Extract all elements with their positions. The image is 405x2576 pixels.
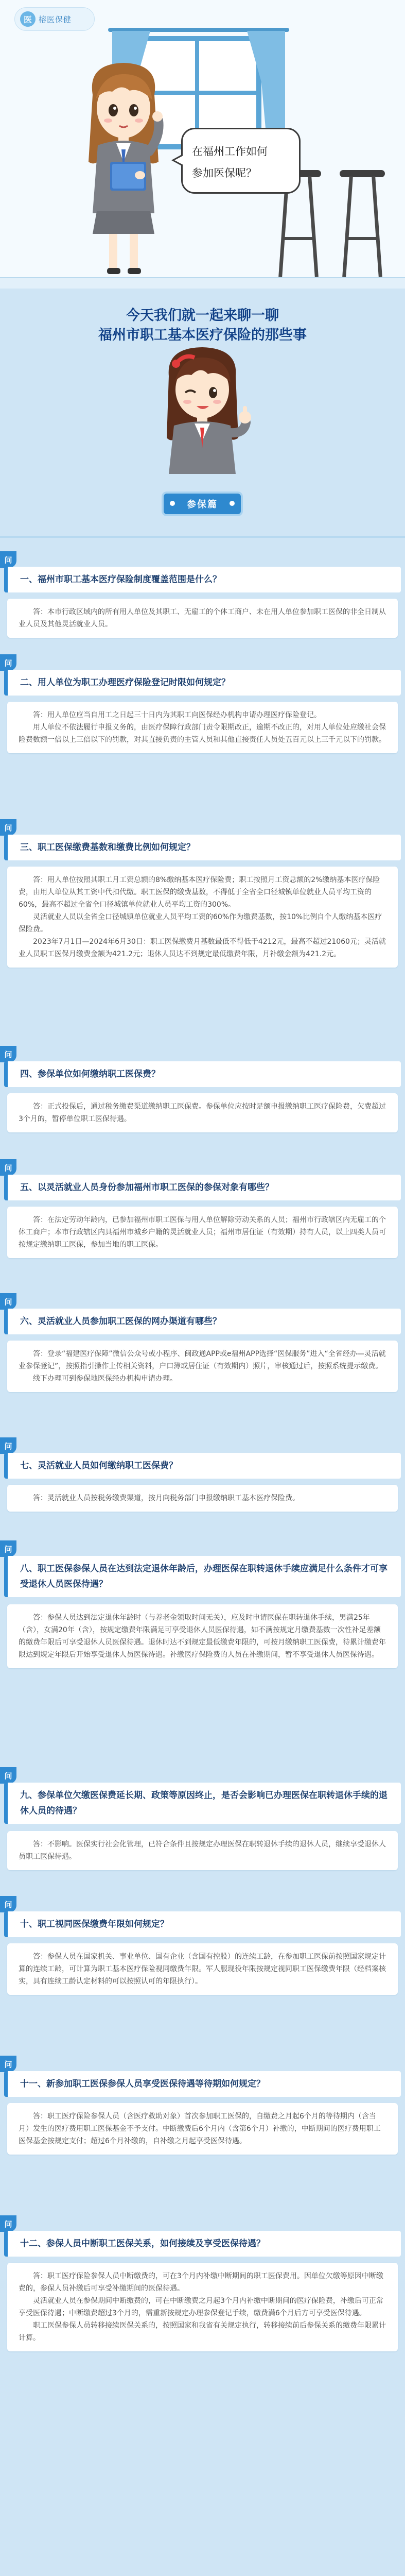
answer-card <box>7 867 398 968</box>
question-title: 十二、参保人员中断职工医保关系，如何接续及享受医保待遇？ <box>4 2231 401 2257</box>
qa-item-6 <box>0 1293 405 1427</box>
answer-paragraph: 用人单位不依法履行申报义务的，由医疗保障行政部门责令限期改正，逾期不改正的，对用人单位处应缴社会保险费数额一倍以上三倍以下的罚款，对其直接负责的主管人员和其他直接责任人员处五百元以上三千元以下的罚款。 <box>19 723 386 744</box>
answer-paragraph: 线下办理可到参保地医保经办机构申请办理。 <box>33 1375 177 1383</box>
qa-item-2 <box>0 654 405 809</box>
answer-card <box>7 2263 398 2351</box>
qa-item-11 <box>0 2056 405 2205</box>
question-title: 六、灵活就业人员参加职工医保的网办渠道有哪些？ <box>4 1309 401 1334</box>
answer-paragraph: 答：在法定劳动年龄内，已参加福州市职工医保与用人单位解除劳动关系的人员；福州市行政辖区内无雇工的个体工商户；本市行政辖区内具福州市城乡户籍的灵活就业人员；福州市居住证（有效期）持有人员，以上四类人员可按规定缴纳职工医保，参加当地的职工医保。 <box>19 1216 386 1249</box>
answer-paragraph: 答：参保人员达到法定退休年龄时（与养老金领取时间无关），应及时申请医保在职转退休手续，男满25年（含），女满20年（含），按规定缴费年限满足可享受退休人员医保待遇，如不满按规定月缴费基数一次性补足差额的缴费年限后可享受退休人员医保待遇。退休时达不到规定最低缴费年限的，可按月缴纳职工医保费，待累计缴费年限达到规定年限后开始享受退休人员医保待遇。补缴医疗保险费的人员在补缴期间，暂不享受退休人员医保待遇。 <box>19 1614 386 1659</box>
answer-card <box>7 1831 398 1870</box>
answer-card <box>7 1943 398 1995</box>
question-title: 七、灵活就业人员如何缴纳职工医保费？ <box>4 1453 401 1479</box>
girl-thumbs-up-illustration <box>153 345 251 479</box>
headline-line-1: 今天我们就一起来聊一聊 <box>126 308 279 324</box>
qa-item-5 <box>0 1159 405 1283</box>
question-title: 五、以灵活就业人员身份参加福州市职工医保的参保对象有哪些？ <box>4 1175 401 1200</box>
question-badge: 问 <box>0 2056 16 2072</box>
question-badge: 问 <box>0 1159 16 1176</box>
question-title: 九、参保单位欠缴医保费延长期、政策等原因终止，是否会影响已办理医保在职转退休手续的退休人员的待遇？ <box>4 1783 401 1824</box>
answer-paragraph: 答：不影响。医保实行社会化管理，已符合条件且按规定办理医保在职转退休手续的退休人员，继续享受退休人员职工医保待遇。 <box>19 1840 386 1861</box>
qa-item-8 <box>0 1540 405 1757</box>
question-title: 二、用人单位为职工办理医疗保险登记时限如何规定？ <box>4 670 401 696</box>
answer-card <box>7 2103 398 2155</box>
question-badge: 问 <box>0 551 16 568</box>
answer-paragraph: 答：本市行政区域内的所有用人单位及其职工、无雇工的个体工商户、未在用人单位参加职工医保的非全日制从业人员及其他灵活就业人员。 <box>19 608 386 629</box>
answer-card <box>7 1207 398 1258</box>
qa-item-3 <box>0 819 405 1036</box>
question-badge: 问 <box>0 654 16 671</box>
question-badge: 问 <box>0 819 16 836</box>
question-badge: 问 <box>0 1767 16 1784</box>
question-badge: 问 <box>0 1896 16 1912</box>
question-badge: 问 <box>0 1437 16 1454</box>
answer-paragraph: 答：参保人员在国家机关、事业单位、国有企业（含国有控股）的连续工龄，在参加职工医保前按照国家规定计算的连续工龄，可计算为职工基本医疗保险视同缴费年限。军人服现役年限按规定视同职工医保缴费年限（经档案核实，具有连续工龄认定材料的可以按照认可的年限执行）。 <box>19 1953 386 1986</box>
answer-paragraph: 灵活就业人员在参保期间中断缴费的，可在中断缴费之月起3个月内补缴中断期间的医疗保险费，补缴后可正常享受医保待遇；中断缴费超过3个月的，需重新按规定办理参保登记手续，缴费满6个月后方可享受医保待遇。 <box>19 2297 383 2317</box>
question-badge: 问 <box>0 2215 16 2232</box>
answer-paragraph: 2023年7月1日—2024年6月30日：职工医保缴费月基数最低不得低于4212元，最高不超过21060元；灵活就业人员职工医保月缴费金额为421.2元；退休人员达不到规定最低缴费年限，月补缴金额为421.2元。 <box>19 938 386 958</box>
logo-text: 榕医保健 <box>39 14 72 24</box>
section-divider <box>0 536 405 538</box>
question-title: 十一、新参加职工医保参保人员享受医保待遇等待期如何规定？ <box>4 2071 401 2097</box>
bubble-line-1: 在福州工作如何 <box>192 145 268 158</box>
answer-card <box>7 1485 398 1512</box>
question-title: 一、福州市职工基本医疗保险制度覆盖范围是什么？ <box>4 567 401 592</box>
bar-stool-right <box>340 170 385 278</box>
answer-paragraph: 灵活就业人员以全省全口径城镇单位就业人员平均工资的60%作为缴费基数，按10%比例自个人缴纳基本医疗保险费。 <box>19 913 382 934</box>
headline-line-2: 福州市职工基本医疗保险的那些事 <box>98 327 307 343</box>
qa-item-7 <box>0 1437 405 1530</box>
answer-card <box>7 702 398 753</box>
floor-line <box>0 277 405 289</box>
answer-paragraph: 答：用人单位按照其职工月工资总额的8%缴纳基本医疗保险费；职工按照月工资总额的2%缴纳基本医疗保险费，由用人单位从其工资中代扣代缴。职工医保的缴费基数，不得低于全省全口径城镇单位就业人员平均工资的60%，最高不超过全省全口径城镇单位就业人员平均工资的300%。 <box>19 876 380 909</box>
question-badge: 问 <box>0 1540 16 1557</box>
answer-card <box>7 1604 398 1668</box>
qa-item-10 <box>0 1896 405 2045</box>
section-tag: 参保篇 <box>164 494 241 514</box>
question-badge: 问 <box>0 1293 16 1310</box>
brand-logo <box>14 7 95 31</box>
qa-item-4 <box>0 1046 405 1149</box>
qa-item-12 <box>0 2215 405 2452</box>
answer-paragraph: 答：灵活就业人员按税务缴费渠道，按月向税务部门申报缴纳职工基本医疗保险费。 <box>33 1494 300 1502</box>
answer-paragraph: 答：职工医疗保险参保人员中断缴费的，可在3个月内补缴中断期间的职工医保费用。因单位欠缴等原因中断缴费的，参保人员补缴后可享受补缴期间的医保待遇。 <box>19 2272 383 2293</box>
speech-bubble <box>181 128 301 194</box>
answer-card <box>7 1341 398 1392</box>
hero-banner <box>0 0 405 289</box>
qa-item-9 <box>0 1767 405 1886</box>
answer-paragraph: 答：用人单位应当自用工之日起三十日内为其职工向医保经办机构申请办理医疗保险登记。 <box>33 711 321 719</box>
question-title: 十、职工视同医保缴费年限如何规定？ <box>4 1911 401 1937</box>
answer-card <box>7 599 398 638</box>
answer-paragraph: 答：登录“福建医疗保障”微信公众号或小程序、闽政通APP或e福州APP选择“医保服务”进入“全省经办—灵活就业参保登记”，按照指引操作上传相关资料，户口簿或居住证（有效期内）照片，审核通过后，按照系统提示缴费。 <box>19 1350 386 1370</box>
answer-card <box>7 1093 398 1132</box>
answer-paragraph: 答：正式投保后，通过税务缴费渠道缴纳职工医保费。参保单位应按时足额申报缴纳职工医疗保险费，欠费超过3个月的，暂停单位职工医保待遇。 <box>19 1103 386 1123</box>
question-title: 八、职工医保参保人员在达到法定退休年龄后，办理医保在职转退休手续应满足什么条件才可享受退休人员医保待遇？ <box>4 1556 401 1597</box>
answer-paragraph: 答：职工医疗保险参保人员（含医疗救助对象）首次参加职工医保的，自缴费之月起6个月的等待期内（含当月）发生的医疗费用职工医保基金不予支付。中断缴费后6个月内（含第6个月）补缴的，中断期间的医疗费用职工医保基金按规定支付；超过6个月补缴的，自补缴之月起享受医保待遇。 <box>19 2112 381 2145</box>
question-title: 四、参保单位如何缴纳职工医保费？ <box>4 1061 401 1087</box>
bubble-line-2: 参加医保呢？ <box>192 167 257 179</box>
logo-mark: 医 <box>20 11 36 27</box>
girl-with-folder-illustration <box>72 59 175 277</box>
question-badge: 问 <box>0 1046 16 1062</box>
qa-item-1 <box>0 551 405 644</box>
question-title: 三、职工医保缴费基数和缴费比例如何规定？ <box>4 835 401 860</box>
answer-paragraph: 职工医保参保人员转移接续医保关系的，按照国家和我省有关规定执行，转移接续前后参保关系的缴费年限累计计算。 <box>19 2321 386 2342</box>
